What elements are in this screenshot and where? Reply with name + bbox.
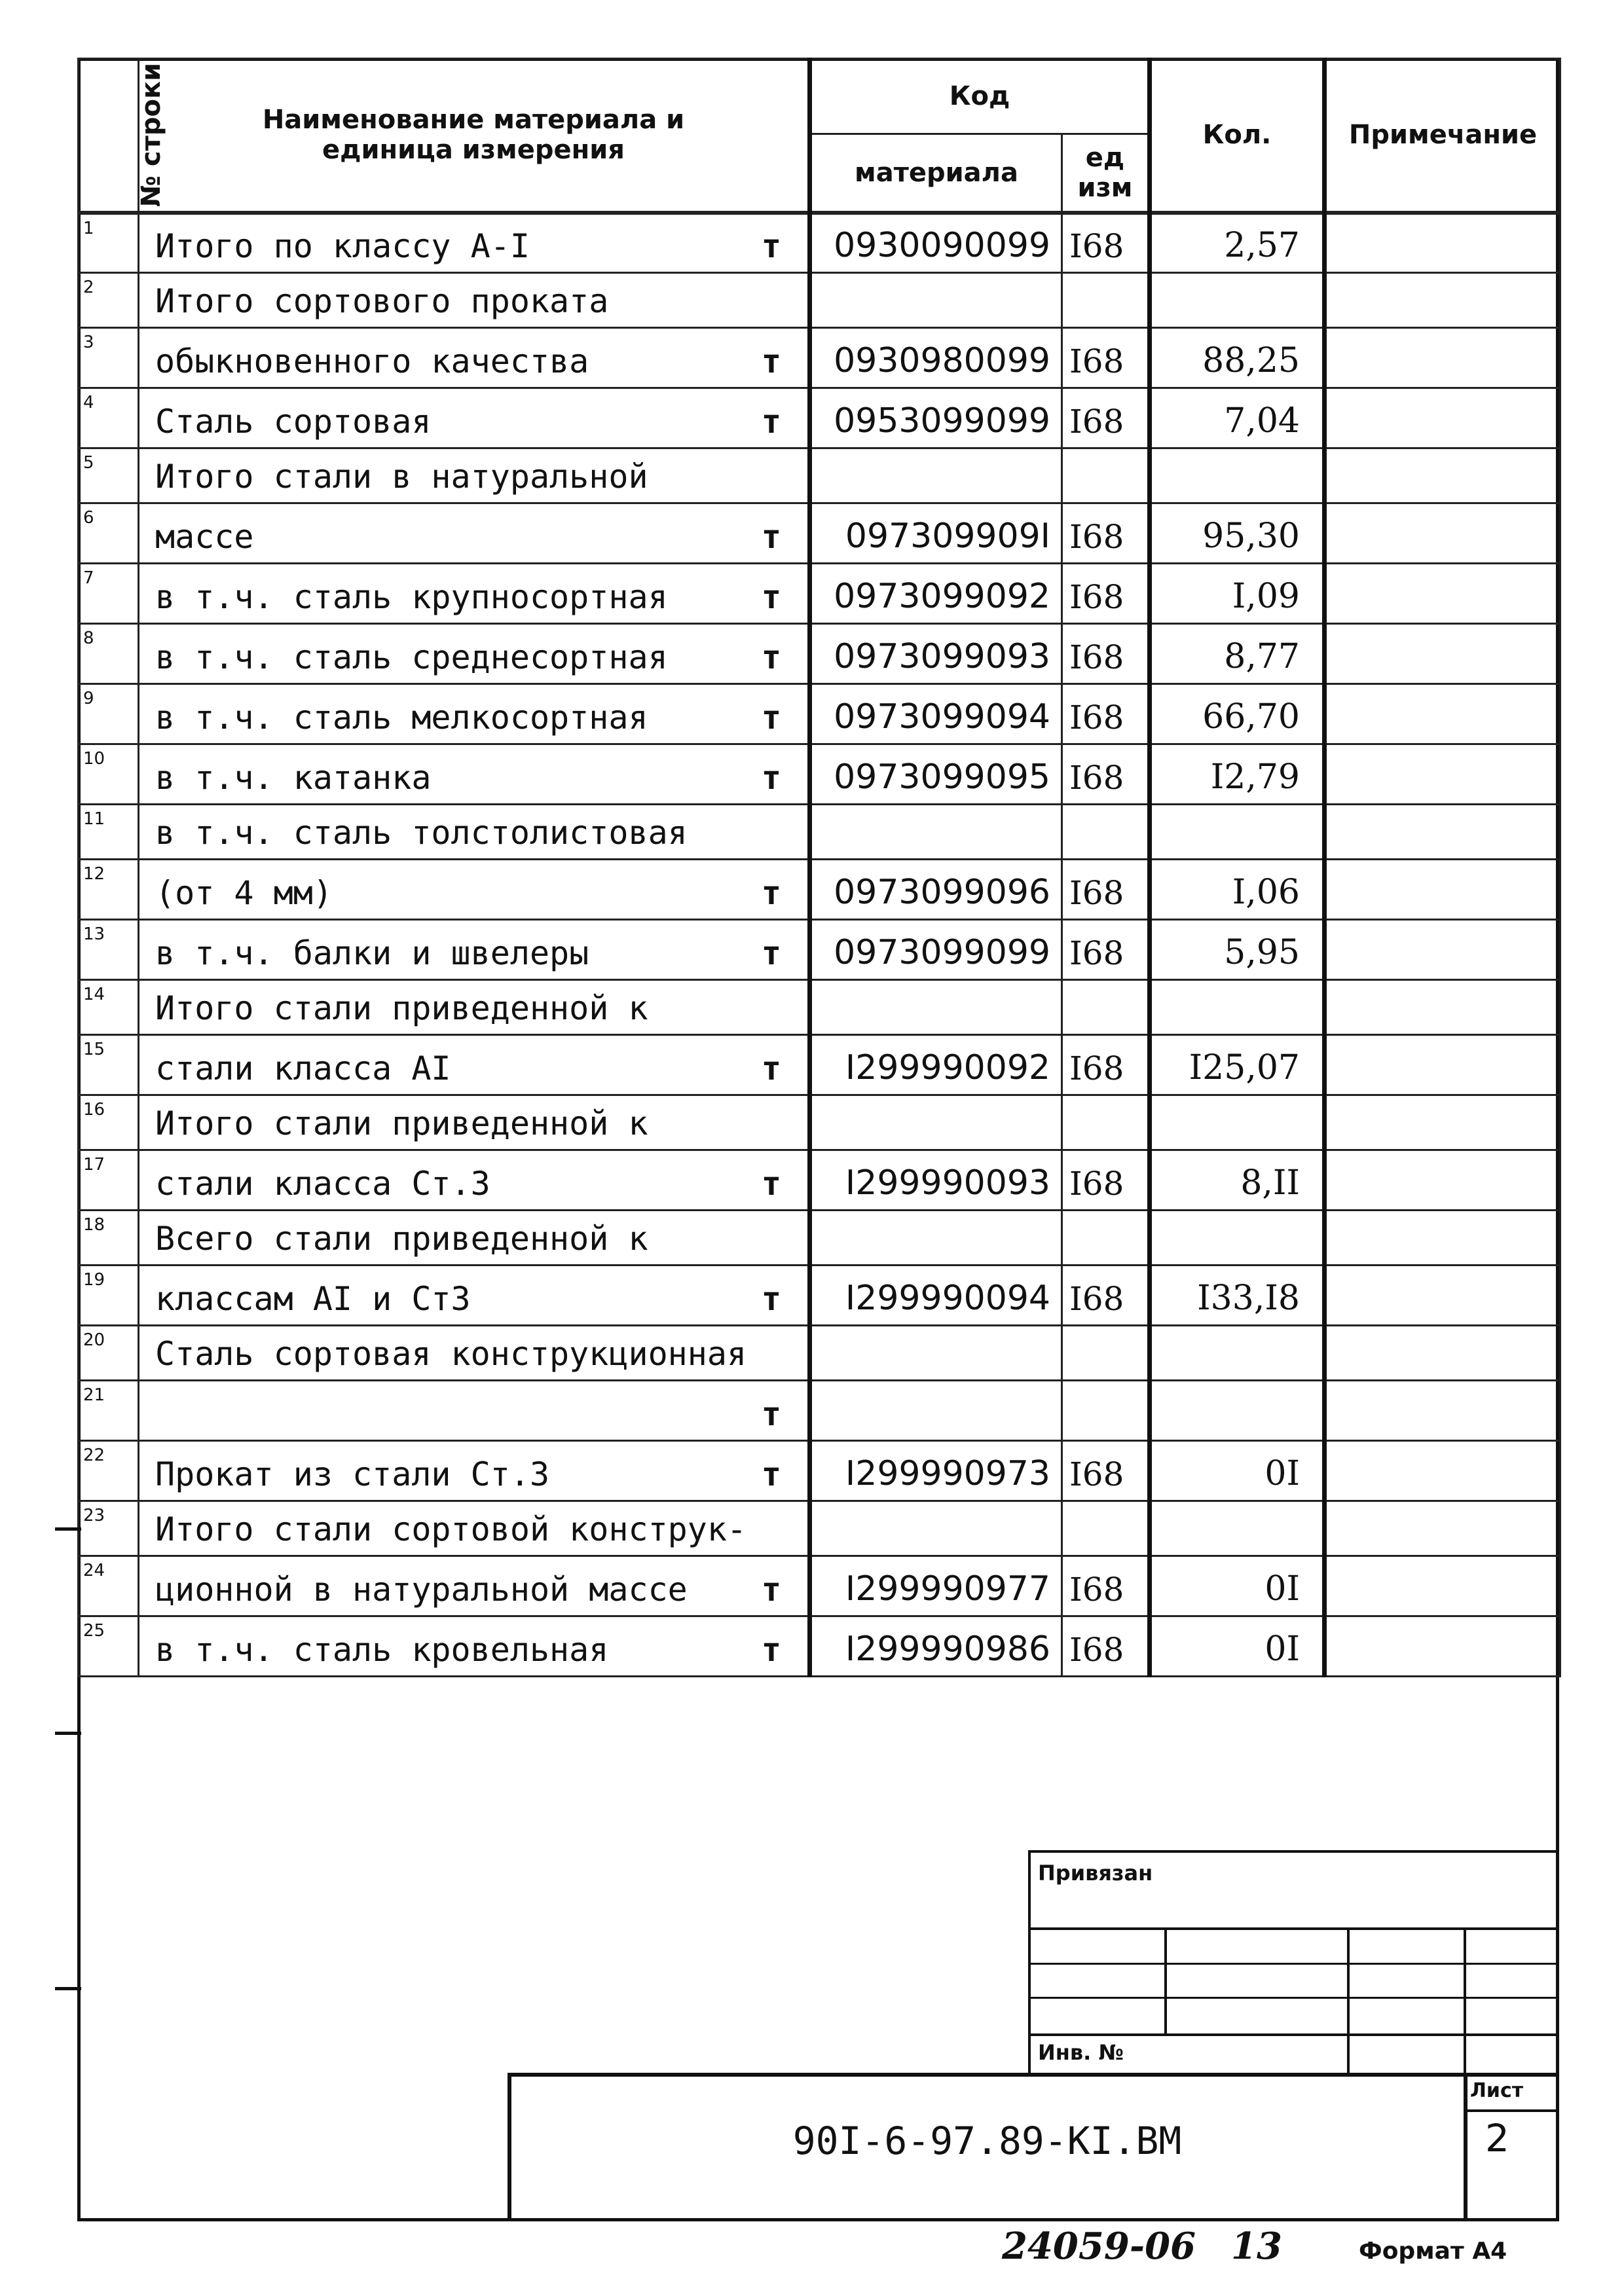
measure-unit: т (761, 1455, 781, 1493)
row-number-cell: 6 (79, 503, 139, 564)
unit-code-cell (1062, 448, 1150, 503)
document-code: 90I-6-97.89-КI.ВМ (792, 2119, 1182, 2163)
unit-code-cell (1062, 805, 1150, 860)
unit-code-cell: I68 (1062, 1616, 1150, 1677)
unit-code-cell: I68 (1062, 744, 1150, 805)
material-name: в т.ч. балки и швелеры (155, 934, 589, 972)
material-name-cell (139, 805, 810, 860)
row-number-cell: 22 (79, 1441, 139, 1501)
measure-unit: т (761, 342, 781, 380)
unit-code-cell (1062, 273, 1150, 328)
format-label: Формат А4 (1359, 2238, 1507, 2265)
material-code-cell: I299990986 (810, 1616, 1062, 1677)
measure-unit: т (761, 759, 781, 797)
quantity-cell: 5,95 (1150, 920, 1325, 980)
material-name-cell (139, 1381, 810, 1441)
measure-unit: т (761, 1571, 781, 1609)
measure-unit: т (761, 1395, 781, 1433)
table-row (79, 805, 1560, 860)
material-name-cell (139, 503, 810, 564)
note-cell (1325, 328, 1560, 388)
measure-unit: т (761, 1165, 781, 1203)
header-row-number: № строки (79, 59, 139, 213)
page-reference: 13 (1231, 2225, 1282, 2268)
material-code-cell: 0930090099 (810, 213, 1062, 273)
linked-label: Привязан (1038, 1861, 1153, 1886)
quantity-cell: 66,70 (1150, 684, 1325, 744)
material-name: Прокат из стали Ст.3 (155, 1455, 550, 1493)
margin-tick (55, 1527, 81, 1531)
sheet-number: 2 (1485, 2116, 1509, 2160)
material-name-cell (139, 328, 810, 388)
quantity-cell: I25,07 (1150, 1035, 1325, 1095)
note-cell (1325, 1326, 1560, 1381)
material-name: Итого по классу А-I (155, 227, 530, 265)
note-cell (1325, 684, 1560, 744)
material-name-cell (139, 448, 810, 503)
material-name-cell (139, 1035, 810, 1095)
material-name-cell (139, 1150, 810, 1211)
row-number-cell: 11 (79, 805, 139, 860)
stamp-line (1028, 1927, 1559, 1930)
note-cell (1325, 1266, 1560, 1326)
inventory-label: Инв. № (1038, 2040, 1124, 2065)
quantity-cell: 95,30 (1150, 503, 1325, 564)
material-name-cell (139, 564, 810, 624)
row-number-cell: 5 (79, 448, 139, 503)
note-cell (1325, 1150, 1560, 1211)
table-row (79, 1381, 1560, 1441)
stamp-line (1464, 1927, 1466, 2073)
header-code-unit: ед изм (1062, 134, 1150, 213)
table-row (79, 1556, 1560, 1616)
material-code-cell (810, 1211, 1062, 1266)
material-code-cell (810, 1326, 1062, 1381)
unit-code-cell (1062, 1095, 1150, 1150)
row-number-cell: 13 (79, 920, 139, 980)
material-code-cell: 0973099095 (810, 744, 1062, 805)
unit-code-cell: I68 (1062, 564, 1150, 624)
table-row (79, 564, 1560, 624)
quantity-cell: I33,I8 (1150, 1266, 1325, 1326)
table-row (79, 273, 1560, 328)
table-row (79, 744, 1560, 805)
table-row (79, 1441, 1560, 1501)
material-code-cell: 0953099099 (810, 388, 1062, 448)
measure-unit: т (761, 1280, 781, 1318)
material-name: в т.ч. сталь толстолистовая (155, 814, 688, 852)
row-number-cell: 25 (79, 1616, 139, 1677)
quantity-cell (1150, 980, 1325, 1035)
material-name-cell (139, 920, 810, 980)
material-name-cell (139, 1556, 810, 1616)
table-row (79, 860, 1560, 920)
unit-code-cell (1062, 1211, 1150, 1266)
archive-number: 24059-06 (1002, 2225, 1196, 2268)
table-row (79, 448, 1560, 503)
material-code-cell (810, 273, 1062, 328)
material-code-cell (810, 1381, 1062, 1441)
material-code-cell: 097309909I (810, 503, 1062, 564)
note-cell (1325, 805, 1560, 860)
material-name: Сталь сортовая конструкционная (155, 1335, 747, 1373)
header-note: Примечание (1325, 59, 1560, 213)
material-name: Итого стали сортовой конструк- (155, 1510, 747, 1548)
material-name-cell (139, 684, 810, 744)
material-name: Всего стали приведенной к (155, 1220, 648, 1258)
quantity-cell: 0I (1150, 1556, 1325, 1616)
material-code-cell: 0973099094 (810, 684, 1062, 744)
quantity-cell: 2,57 (1150, 213, 1325, 273)
material-name: Итого стали приведенной к (155, 1104, 648, 1142)
measure-unit: т (761, 578, 781, 616)
stamp-line (1028, 1850, 1559, 1853)
measure-unit: т (761, 934, 781, 972)
material-code-cell (810, 980, 1062, 1035)
note-cell (1325, 448, 1560, 503)
quantity-cell (1150, 448, 1325, 503)
material-name: стали класса AI (155, 1049, 451, 1087)
quantity-cell: I2,79 (1150, 744, 1325, 805)
quantity-cell (1150, 1501, 1325, 1556)
row-number-cell: 14 (79, 980, 139, 1035)
material-name-cell (139, 273, 810, 328)
unit-code-cell: I68 (1062, 624, 1150, 684)
note-cell (1325, 624, 1560, 684)
margin-tick (55, 1732, 81, 1735)
material-code-cell (810, 1095, 1062, 1150)
note-cell (1325, 920, 1560, 980)
table-row (79, 684, 1560, 744)
measure-unit: т (761, 1631, 781, 1669)
material-name: в т.ч. сталь крупносортная (155, 578, 668, 616)
material-name-cell (139, 1326, 810, 1381)
note-cell (1325, 1381, 1560, 1441)
quantity-cell (1150, 1095, 1325, 1150)
quantity-cell: I,09 (1150, 564, 1325, 624)
stamp-line (1347, 1927, 1350, 2073)
material-name-cell (139, 744, 810, 805)
unit-code-cell: I68 (1062, 388, 1150, 448)
material-name: стали класса Ст.3 (155, 1165, 490, 1203)
table-row (79, 1150, 1560, 1211)
quantity-cell: 0I (1150, 1616, 1325, 1677)
table-row (79, 1095, 1560, 1150)
material-code-cell (810, 448, 1062, 503)
row-number-cell: 21 (79, 1381, 139, 1441)
table-row (79, 213, 1560, 273)
material-name: в т.ч. катанка (155, 759, 432, 797)
table-row (79, 1501, 1560, 1556)
note-cell (1325, 1095, 1560, 1150)
material-name: массе (155, 518, 254, 556)
note-cell (1325, 503, 1560, 564)
note-cell (1325, 1556, 1560, 1616)
header-quantity: Кол. (1150, 59, 1325, 213)
material-name: Итого стали приведенной к (155, 989, 648, 1027)
row-number-cell: 24 (79, 1556, 139, 1616)
unit-code-cell: I68 (1062, 1441, 1150, 1501)
stamp-line (1028, 1997, 1559, 1999)
measure-unit: т (761, 874, 781, 912)
material-name-cell (139, 1095, 810, 1150)
header-material-name: Наименование материала и единица измерения (139, 59, 810, 213)
material-name-cell (139, 1441, 810, 1501)
material-name: ционной в натуральной массе (155, 1571, 688, 1609)
stamp-line (1164, 1927, 1167, 2033)
table-row (79, 624, 1560, 684)
table-row (79, 388, 1560, 448)
note-cell (1325, 980, 1560, 1035)
note-cell (1325, 1441, 1560, 1501)
material-code-cell (810, 805, 1062, 860)
table-row (79, 1035, 1560, 1095)
material-name-cell (139, 1266, 810, 1326)
note-cell (1325, 1616, 1560, 1677)
unit-code-cell: I68 (1062, 920, 1150, 980)
row-number-cell: 23 (79, 1501, 139, 1556)
quantity-cell (1150, 273, 1325, 328)
material-name-cell (139, 388, 810, 448)
row-number-cell: 10 (79, 744, 139, 805)
measure-unit: т (761, 1049, 781, 1087)
measure-unit: т (761, 699, 781, 737)
material-name: классам AI и Ст3 (155, 1280, 471, 1318)
material-code-cell: I299990977 (810, 1556, 1062, 1616)
unit-code-cell: I68 (1062, 213, 1150, 273)
material-name-cell (139, 1616, 810, 1677)
row-number-cell: 3 (79, 328, 139, 388)
stamp-line (507, 2073, 1559, 2077)
quantity-cell: 8,77 (1150, 624, 1325, 684)
material-code-cell (810, 1501, 1062, 1556)
table-row (79, 1616, 1560, 1677)
row-number-cell: 1 (79, 213, 139, 273)
material-code-cell: I299990973 (810, 1441, 1062, 1501)
material-name: в т.ч. сталь кровельная (155, 1631, 609, 1669)
unit-code-cell (1062, 1381, 1150, 1441)
stamp-line (1464, 2109, 1559, 2112)
material-name-cell (139, 213, 810, 273)
margin-tick (55, 1987, 81, 1990)
table-row (79, 503, 1560, 564)
materials-table (77, 58, 1561, 1677)
material-name-cell (139, 1211, 810, 1266)
quantity-cell (1150, 1211, 1325, 1266)
row-number-cell: 20 (79, 1326, 139, 1381)
material-code-cell: 0973099096 (810, 860, 1062, 920)
note-cell (1325, 1211, 1560, 1266)
material-name-cell (139, 1501, 810, 1556)
material-code-cell: I299990094 (810, 1266, 1062, 1326)
note-cell (1325, 744, 1560, 805)
row-number-cell: 7 (79, 564, 139, 624)
note-cell (1325, 860, 1560, 920)
stamp-line (1028, 1963, 1559, 1965)
material-name: Сталь сортовая (155, 403, 432, 441)
quantity-cell: 8,II (1150, 1150, 1325, 1211)
measure-unit: т (761, 227, 781, 265)
row-number-cell: 15 (79, 1035, 139, 1095)
material-code-cell: 0973099093 (810, 624, 1062, 684)
header-code-material: материала (810, 134, 1062, 213)
table-row (79, 980, 1560, 1035)
table-row (79, 920, 1560, 980)
stamp-line (1028, 1850, 1031, 2073)
unit-code-cell: I68 (1062, 328, 1150, 388)
unit-code-cell (1062, 1501, 1150, 1556)
table-row (79, 1266, 1560, 1326)
note-cell (1325, 273, 1560, 328)
row-number-cell: 4 (79, 388, 139, 448)
material-name-cell (139, 860, 810, 920)
material-name: в т.ч. сталь мелкосортная (155, 699, 648, 737)
sheet-label: Лист (1470, 2079, 1524, 2102)
quantity-cell (1150, 1381, 1325, 1441)
material-code-cell: 0973099092 (810, 564, 1062, 624)
note-cell (1325, 1035, 1560, 1095)
row-number-cell: 12 (79, 860, 139, 920)
unit-code-cell: I68 (1062, 1035, 1150, 1095)
table-row (79, 328, 1560, 388)
quantity-cell: 88,25 (1150, 328, 1325, 388)
material-code-cell: I299990093 (810, 1150, 1062, 1211)
material-name: в т.ч. сталь среднесортная (155, 638, 668, 676)
row-number-cell: 8 (79, 624, 139, 684)
stamp-line (1464, 2073, 1467, 2221)
row-number-cell: 2 (79, 273, 139, 328)
table-row (79, 1326, 1560, 1381)
unit-code-cell (1062, 1326, 1150, 1381)
row-number-cell: 17 (79, 1150, 139, 1211)
note-cell (1325, 564, 1560, 624)
material-code-cell: 0973099099 (810, 920, 1062, 980)
material-name: Итого стали в натуральной (155, 458, 648, 496)
unit-code-cell: I68 (1062, 1556, 1150, 1616)
material-name: (от 4 мм) (155, 874, 333, 912)
quantity-cell: I,06 (1150, 860, 1325, 920)
note-cell (1325, 1501, 1560, 1556)
unit-code-cell: I68 (1062, 503, 1150, 564)
quantity-cell (1150, 805, 1325, 860)
note-cell (1325, 388, 1560, 448)
quantity-cell (1150, 1326, 1325, 1381)
unit-code-cell: I68 (1062, 1266, 1150, 1326)
row-number-cell: 16 (79, 1095, 139, 1150)
quantity-cell: 7,04 (1150, 388, 1325, 448)
unit-code-cell: I68 (1062, 1150, 1150, 1211)
row-number-cell: 19 (79, 1266, 139, 1326)
note-cell (1325, 213, 1560, 273)
table-row (79, 1211, 1560, 1266)
measure-unit: т (761, 518, 781, 556)
material-name: обыкновенного качества (155, 342, 589, 380)
unit-code-cell: I68 (1062, 684, 1150, 744)
measure-unit: т (761, 638, 781, 676)
material-name: Итого сортового проката (155, 282, 609, 320)
unit-code-cell: I68 (1062, 860, 1150, 920)
stamp-line (1028, 2033, 1559, 2036)
header-code-group: Код (810, 59, 1150, 134)
unit-code-cell (1062, 980, 1150, 1035)
material-name-cell (139, 624, 810, 684)
measure-unit: т (761, 403, 781, 441)
row-number-cell: 9 (79, 684, 139, 744)
material-code-cell: I299990092 (810, 1035, 1062, 1095)
material-name-cell (139, 980, 810, 1035)
row-number-cell: 18 (79, 1211, 139, 1266)
material-code-cell: 0930980099 (810, 328, 1062, 388)
quantity-cell: 0I (1150, 1441, 1325, 1501)
